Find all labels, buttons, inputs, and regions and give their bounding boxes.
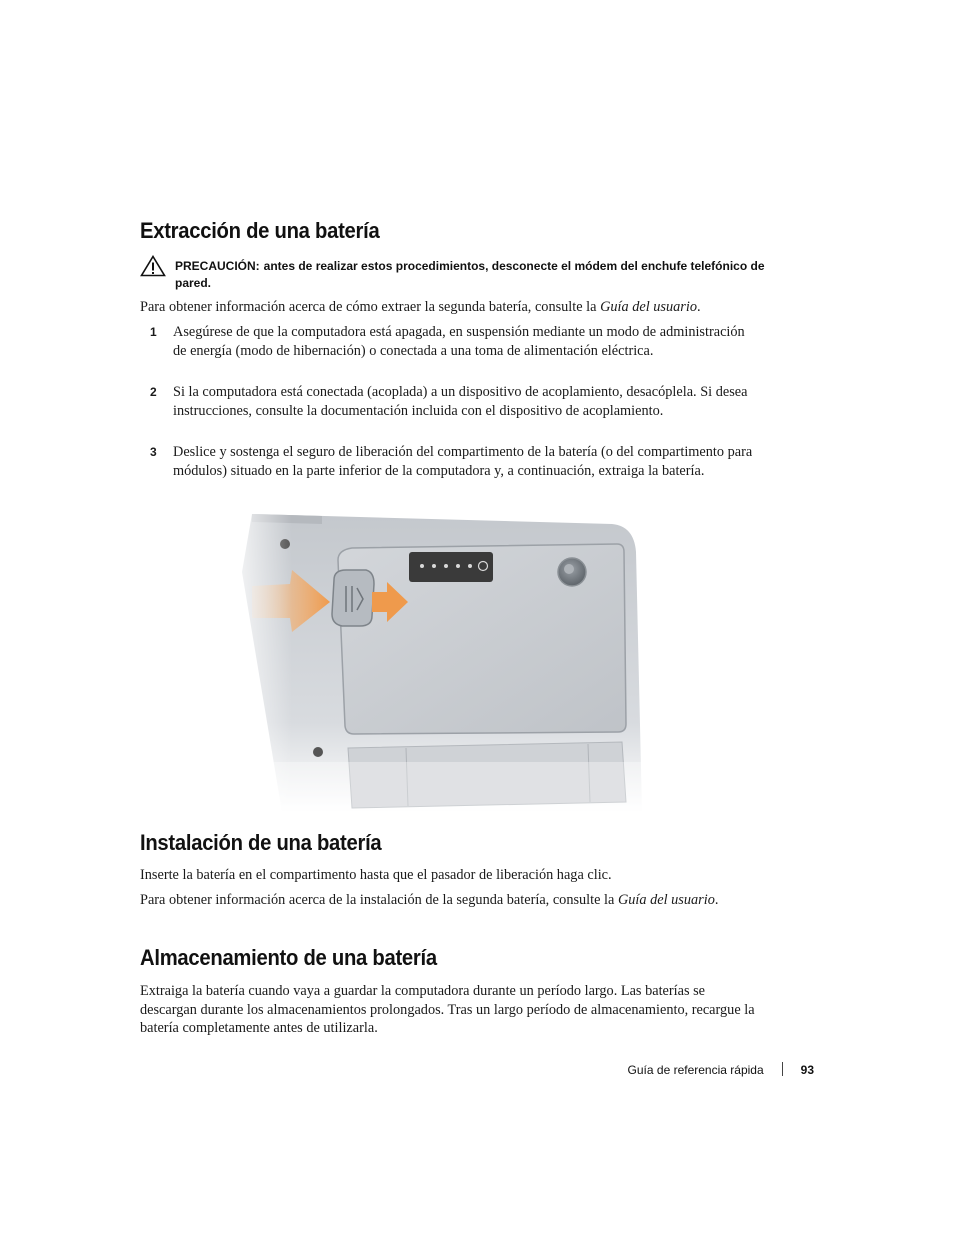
warning-triangle-icon bbox=[140, 255, 166, 277]
footer-separator bbox=[782, 1062, 783, 1076]
section-title-installation: Instalación de una batería bbox=[140, 830, 382, 855]
storage-paragraph: Extraiga la batería cuando vaya a guardar la computadora durante un período largo. Las baterías se descargan durante los almacenamientos prolongados. Tras un largo período de almacenamiento, recargue la batería completamente antes de utilizarla. bbox=[140, 983, 755, 1036]
step-text: Si la computadora está conectada (acoplada) a un dispositivo de acoplamiento, desacóplela. Si desea instrucciones, consulte la documentación incluida con el dispositivo de acoplamiento. bbox=[173, 384, 748, 419]
page-number: 93 bbox=[800, 1063, 814, 1077]
user-guide-ref: Guía del usuario bbox=[617, 892, 715, 908]
section-title-extraction: Extracción de una batería bbox=[140, 218, 380, 243]
section-title-storage: Almacenamiento de una batería bbox=[140, 945, 437, 970]
step-text: Asegúrese de que la computadora está apagada, en suspensión mediante un modo de administración de energía (modo de hibernación) o conectada a una toma de alimentación eléctrica. bbox=[173, 324, 745, 359]
step-number: 2 bbox=[150, 385, 157, 399]
page-footer bbox=[628, 1062, 814, 1077]
caution-label: PRECAUCIÓN: bbox=[175, 259, 260, 273]
footer-label: Guía de referencia rápida bbox=[627, 1063, 764, 1077]
battery-release-illustration bbox=[222, 512, 646, 822]
install-paragraph-2: Para obtener información acerca de la instalación de la segunda batería, consulte la Guía del usuario. bbox=[140, 892, 719, 908]
install-paragraph-1: Inserte la batería en el compartimento hasta que el pasador de liberación haga clic. bbox=[140, 867, 612, 883]
step-number: 3 bbox=[150, 445, 157, 459]
intro-paragraph: Para obtener información acerca de cómo extraer la segunda batería, consulte la Guía del usuario. bbox=[140, 299, 701, 315]
user-guide-ref: Guía del usuario bbox=[600, 299, 697, 315]
caution-text: antes de realizar estos procedimientos, desconecte el módem del enchufe telefónico de pared. bbox=[175, 259, 765, 290]
step-number: 1 bbox=[150, 325, 157, 339]
step-text: Deslice y sostenga el seguro de liberación del compartimento de la batería (o del compartimento para módulos) situado en la parte inferior de la computadora y, a continuación, extraiga la batería. bbox=[173, 444, 753, 479]
